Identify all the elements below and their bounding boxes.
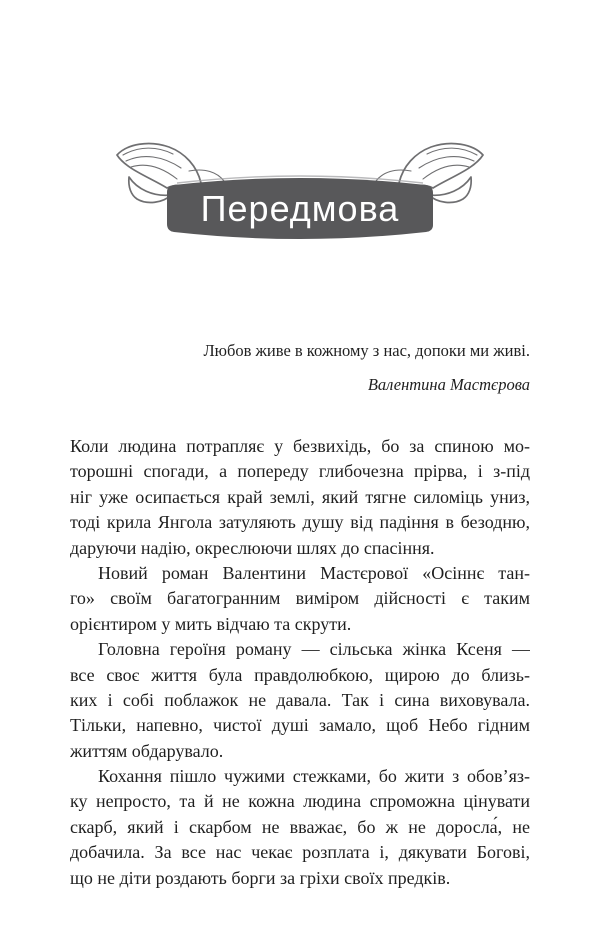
body-line: життям обдарувало.	[70, 740, 224, 761]
body-line: Коли людина потрапляє у безвихідь, бо за спиною мо-	[70, 436, 530, 456]
chapter-title: Передмова	[200, 188, 400, 229]
body-line: все своє життя була правдолюбкою, щирою до близь-	[70, 664, 530, 685]
chapter-banner	[113, 141, 487, 253]
body-line: скарб, який і скарбом не вважає, бо ж не доросла́, не	[70, 816, 530, 837]
body-line: орієнтиром у мить відчаю та скрути.	[70, 613, 352, 634]
paragraph	[70, 764, 530, 891]
body-line: ких і собі поблажок не давала. Так і сина виховувала.	[70, 689, 530, 710]
body-line: ніг уже осипається край землі, який тягне силоміць униз,	[70, 486, 530, 507]
body-line: Кохання пішло чужими стежками, бо жити з обов’яз-	[98, 766, 530, 787]
body-line: що не діти роздають борги за гріхи своїх предків.	[70, 867, 451, 888]
body-line: торошні спогади, а попереду глибочезна прірва, і з-під	[70, 461, 530, 482]
body-text	[70, 434, 530, 891]
epigraph-attribution: Валентина Мастєрова	[367, 375, 530, 394]
epigraph-quote: Любов живе в кожному з нас, допоки ми живі.	[203, 341, 530, 360]
body-line: го» своїм багатогранним виміром дійсності є таким	[70, 588, 530, 609]
body-line: тоді крила Янгола затуляють душу від падіння в безодню,	[70, 512, 530, 533]
paragraph	[70, 434, 530, 561]
body-line: даруючи надію, окреслюючи шлях до спасіння.	[70, 537, 435, 558]
paragraph	[70, 637, 530, 764]
ribbon-banner-graphic	[113, 141, 487, 253]
body-line: Новий роман Валентини Мастєрової «Осіннє тан-	[98, 562, 530, 583]
epigraph	[110, 341, 530, 395]
paragraph	[70, 561, 530, 637]
body-line: ку непросто, та й не кожна людина спроможна цінувати	[70, 791, 530, 812]
body-line: Головна героїня роману — сільська жінка Ксеня —	[98, 639, 530, 660]
body-line: добачила. За все нас чекає розплата і, дякувати Богові,	[70, 842, 530, 863]
body-line: Тільки, напевно, чистої душі замало, щоб Небо гідним	[70, 715, 530, 736]
